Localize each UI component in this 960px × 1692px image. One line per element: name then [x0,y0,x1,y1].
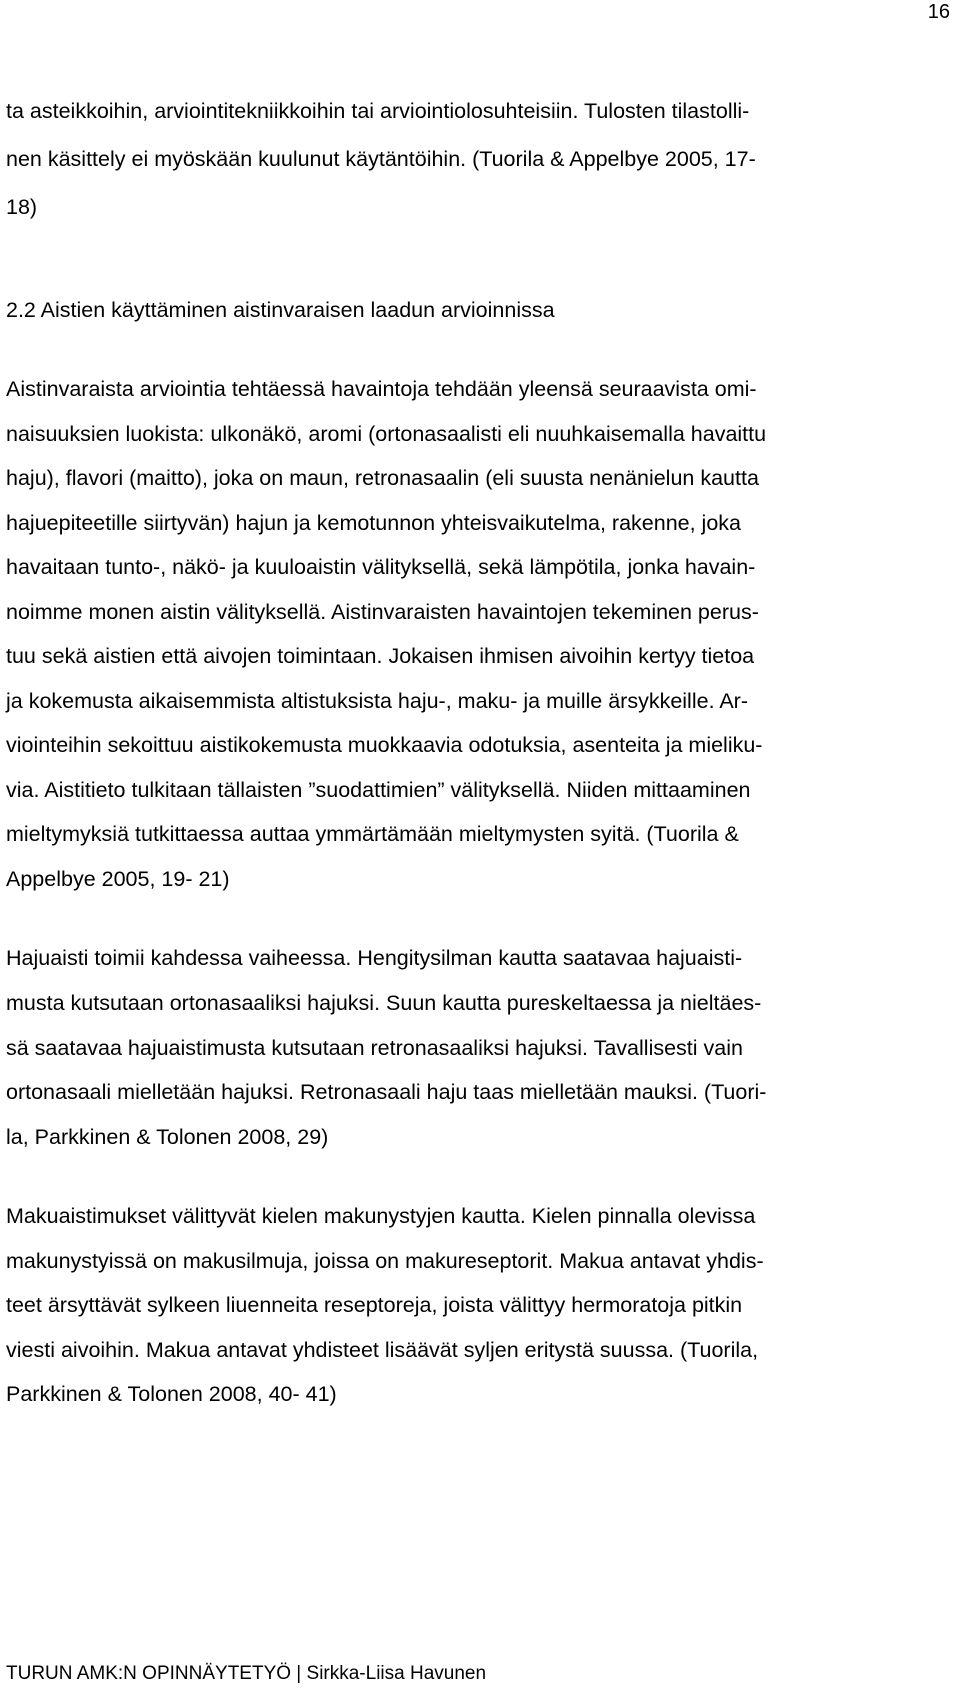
continuation-line: 18) [6,195,38,219]
page-number: 16 [927,1,950,23]
paragraph-1-line: viointeihin sekoittuu aistikokemusta muokkaavia odotuksia, asenteita ja mieliku- [6,733,763,757]
paragraph-3-line: teet ärsyttävät sylkeen liuenneita reseptoreja, joista välittyy hermoratoja pitkin [6,1293,743,1317]
paragraph-1-line: hajuepiteetille siirtyvän) hajun ja kemotunnon yhteisvaikutelma, rakenne, joka [6,511,741,535]
paragraph-3-line: Parkkinen & Tolonen 2008, 40- 41) [6,1382,337,1406]
paragraph-1-line: ja kokemusta aikaisemmista altistuksista haju-, maku- ja muille ärsykkeille. Ar- [6,689,748,713]
paragraph-2-line: sä saatavaa hajuaistimusta kutsutaan retronasaaliksi hajuksi. Tavallisesti vain [6,1036,743,1060]
paragraph-1-line: naisuuksien luokista: ulkonäkö, aromi (ortonasaalisti eli nuuhkaisemalla havaittu [6,422,767,446]
continuation-line: ta asteikkoihin, arviointitekniikkoihin tai arviointiolosuhteisiin. Tulosten tilastolli- [6,99,750,123]
continuation-line: nen käsittely ei myöskään kuulunut käytäntöihin. (Tuorila & Appelbye 2005, 17- [6,147,756,171]
paragraph-2-line: Hajuaisti toimii kahdessa vaiheessa. Hengitysilman kautta saatavaa hajuaisti- [6,946,743,970]
paragraph-1-line: mieltymyksiä tutkittaessa auttaa ymmärtämään mieltymysten syitä. (Tuorila & [6,822,739,846]
paragraph-3-line: Makuaistimukset välittyvät kielen makunystyjen kautta. Kielen pinnalla olevissa [6,1204,756,1228]
paragraph-3-line: makunystyissä on makusilmuja, joissa on makureseptorit. Makua antavat yhdis- [6,1249,764,1273]
paragraph-2-line: musta kutsutaan ortonasaaliksi hajuksi. Suun kautta pureskeltaessa ja nieltäes- [6,991,762,1015]
section-heading: 2.2 Aistien käyttäminen aistinvaraisen laadun arvioinnissa [6,298,555,322]
paragraph-3-line: viesti aivoihin. Makua antavat yhdisteet lisäävät syljen eritystä suussa. (Tuorila, [6,1338,759,1362]
paragraph-1-line: Aistinvaraista arviointia tehtäessä havaintoja tehdään yleensä seuraavista omi- [6,377,757,401]
paragraph-1-line: tuu sekä aistien että aivojen toimintaan. Jokaisen ihmisen aivoihin kertyy tietoa [6,644,755,668]
paragraph-2-line: ortonasaali mielletään hajuksi. Retronasaali haju taas mielletään mauksi. (Tuori- [6,1080,767,1104]
paragraph-1-line: havaitaan tunto-, näkö- ja kuuloaistin välityksellä, sekä lämpötila, jonka havain- [6,555,756,579]
paragraph-1-line: Appelbye 2005, 19- 21) [6,867,230,891]
paragraph-1-line: haju), flavori (maitto), joka on maun, retronasaalin (eli suusta nenänielun kautta [6,466,759,490]
paragraph-1-line: noimme monen aistin välityksellä. Aistinvaraisten havaintojen tekeminen perus- [6,600,759,624]
paragraph-2-line: la, Parkkinen & Tolonen 2008, 29) [6,1125,329,1149]
paragraph-1-line: via. Aistitieto tulkitaan tällaisten ”suodattimien” välityksellä. Niiden mittaaminen [6,778,751,802]
page-footer: TURUN AMK:N OPINNÄYTETYÖ | Sirkka-Liisa Havunen [6,1663,487,1684]
